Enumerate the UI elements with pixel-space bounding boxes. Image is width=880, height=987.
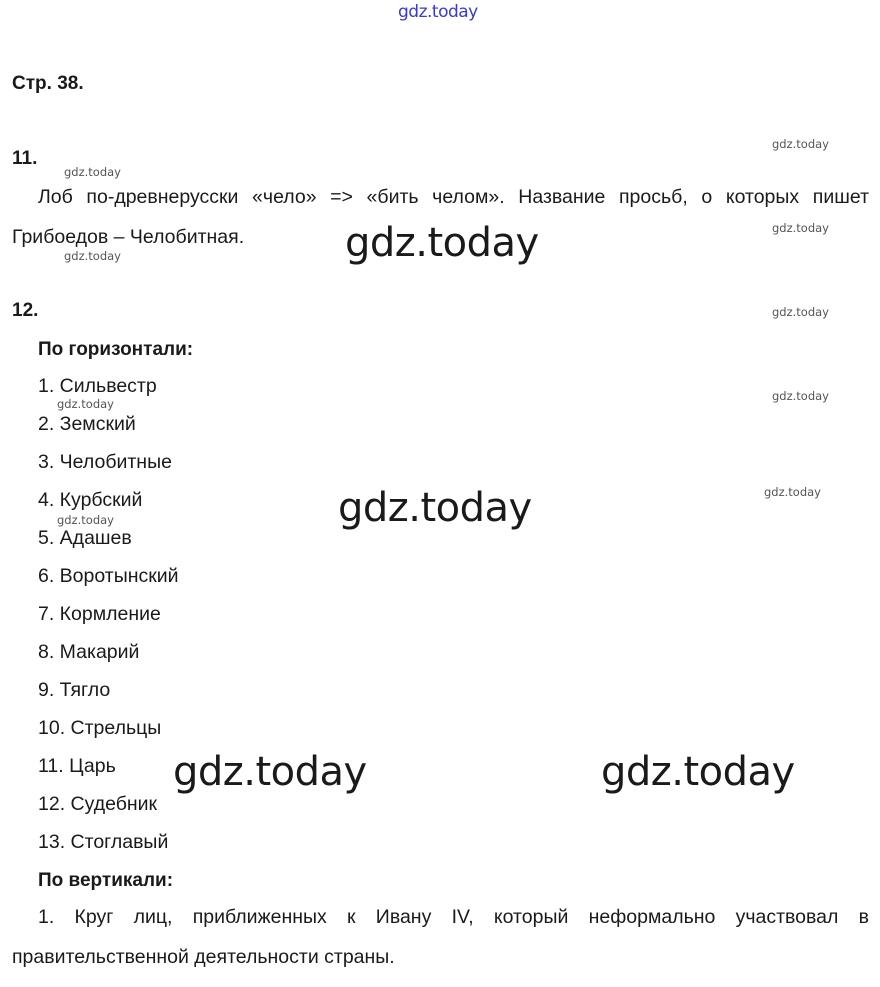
page-heading: Стр. 38. — [12, 73, 84, 94]
list-item: 8. Макарий — [38, 641, 140, 663]
task-11-text: Лоб по-древнерусски «чело» => «бить челом». Название просьб, о которых пишет Грибоедов – Челобитная. — [12, 186, 869, 248]
watermark-large: gdz.today — [345, 220, 539, 266]
watermark-small: gdz.today — [57, 513, 114, 527]
watermark-small: gdz.today — [772, 305, 829, 319]
watermark-large: gdz.today — [338, 485, 532, 531]
site-watermark: gdz.today — [398, 2, 478, 22]
horizontal-heading: По горизонтали: — [38, 339, 194, 360]
list-item: 2. Земский — [38, 413, 136, 435]
list-item: 12. Судебник — [38, 793, 158, 815]
list-item: 11. Царь — [38, 755, 116, 777]
list-item: 1. Сильвестр — [38, 375, 157, 397]
list-item: 5. Адашев — [38, 527, 132, 549]
list-item: 9. Тягло — [38, 679, 111, 701]
list-item: 13. Стоглавый — [38, 831, 169, 853]
watermark-small: gdz.today — [64, 165, 121, 179]
task-11-number: 11. — [12, 148, 38, 169]
vertical-item-text: 1. Круг лиц, приближенных к Ивану IV, который неформально участвовал в правительственной деятельности страны. — [12, 906, 869, 968]
watermark-large: gdz.today — [601, 749, 795, 795]
task-12-number: 12. — [12, 300, 39, 321]
watermark-small: gdz.today — [64, 249, 121, 263]
list-item: 10. Стрельцы — [38, 717, 162, 739]
watermark-small: gdz.today — [772, 221, 829, 235]
vertical-heading: По вертикали: — [38, 870, 174, 891]
watermark-large: gdz.today — [173, 749, 367, 795]
watermark-small: gdz.today — [772, 137, 829, 151]
list-item: 4. Курбский — [38, 489, 143, 511]
list-item: 7. Кормление — [38, 603, 161, 625]
list-item: 3. Челобитные — [38, 451, 172, 473]
watermark-small: gdz.today — [57, 397, 114, 411]
list-item: 6. Воротынский — [38, 565, 179, 587]
watermark-small: gdz.today — [772, 389, 829, 403]
watermark-small: gdz.today — [764, 485, 821, 499]
